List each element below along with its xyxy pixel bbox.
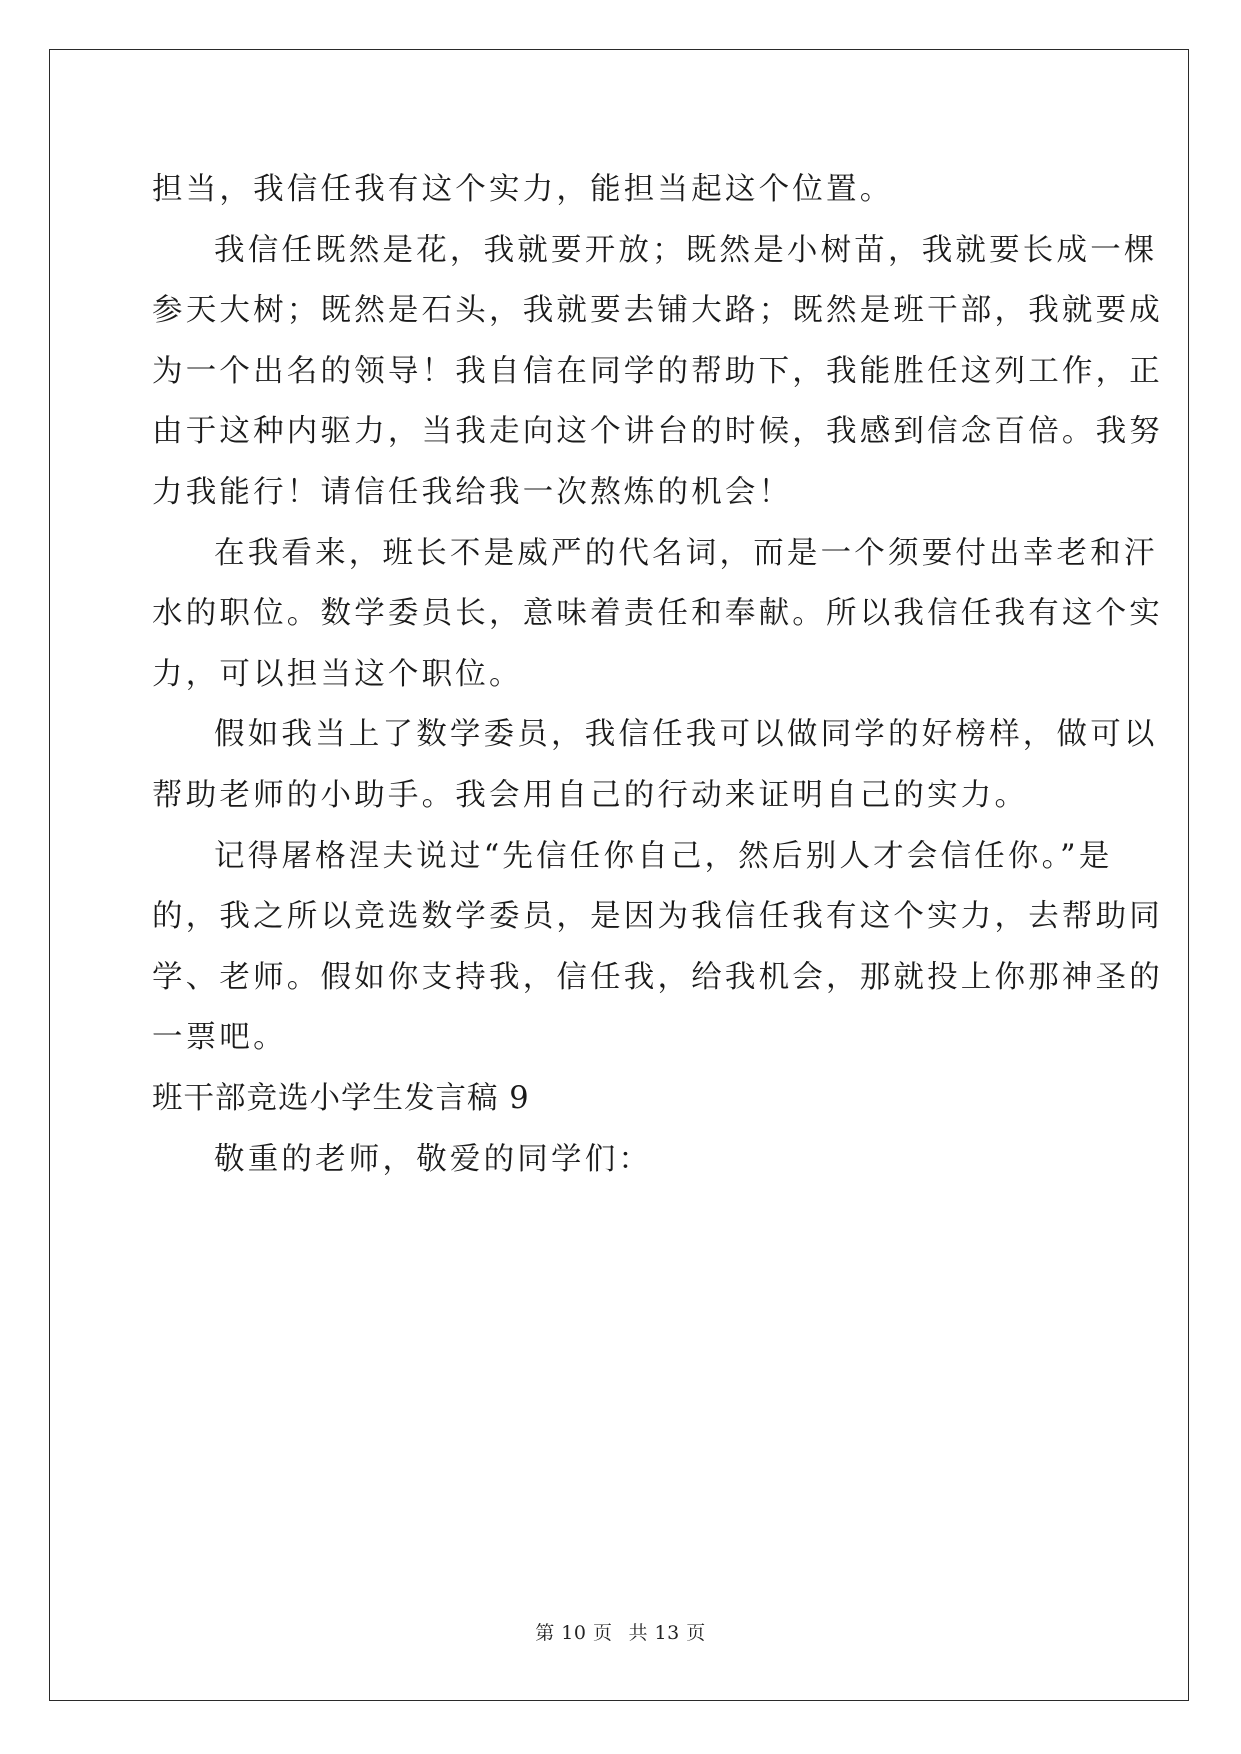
text-line: 记得屠格涅夫说过“先信任你自己，然后别人才会信任你。”是	[214, 838, 1113, 874]
text-line: 学、老师。假如你支持我，信任我，给我机会，那就投上你那神圣的	[152, 959, 1163, 995]
text-line: 由于这种内驱力，当我走向这个讲台的时候，我感到信念百倍。我努	[152, 414, 1163, 450]
text-line: 力我能行！请信任我给我一次熬炼的机会！	[152, 474, 793, 510]
text-line: 为一个出名的领导！我自信在同学的帮助下，我能胜任这列工作，正	[152, 353, 1163, 389]
text-line: 敬重的老师，敬爱的同学们：	[214, 1141, 653, 1177]
text-line: 帮助老师的小助手。我会用自己的行动来证明自己的实力。	[152, 777, 1029, 813]
text-line: 参天大树；既然是石头，我就要去铺大路；既然是班干部，我就要成	[152, 293, 1163, 329]
section-heading: 班干部竞选小学生发言稿 9	[152, 1080, 530, 1116]
document-body	[152, 160, 1163, 1190]
text-line: 的，我之所以竞选数学委员，是因为我信任我有这个实力，去帮助同	[152, 899, 1163, 935]
text-line: 一票吧。	[152, 1020, 287, 1056]
text-line: 假如我当上了数学委员，我信任我可以做同学的好榜样，做可以	[214, 717, 1158, 753]
text-line: 在我看来，班长不是威严的代名词，而是一个须要付出幸老和汗	[214, 535, 1158, 571]
text-line: 担当，我信任我有这个实力，能担当起这个位置。	[152, 172, 894, 207]
text-line: 我信任既然是花，我就要开放；既然是小树苗，我就要长成一棵	[214, 232, 1158, 268]
page-total: 共 13 页	[628, 1622, 706, 1644]
text-line: 力，可以担当这个职位。	[152, 656, 523, 692]
text-line: 水的职位。数学委员长，意味着责任和奉献。所以我信任我有这个实	[152, 596, 1163, 632]
page-number: 第 10 页	[535, 1622, 613, 1644]
page-footer	[0, 1618, 1241, 1645]
